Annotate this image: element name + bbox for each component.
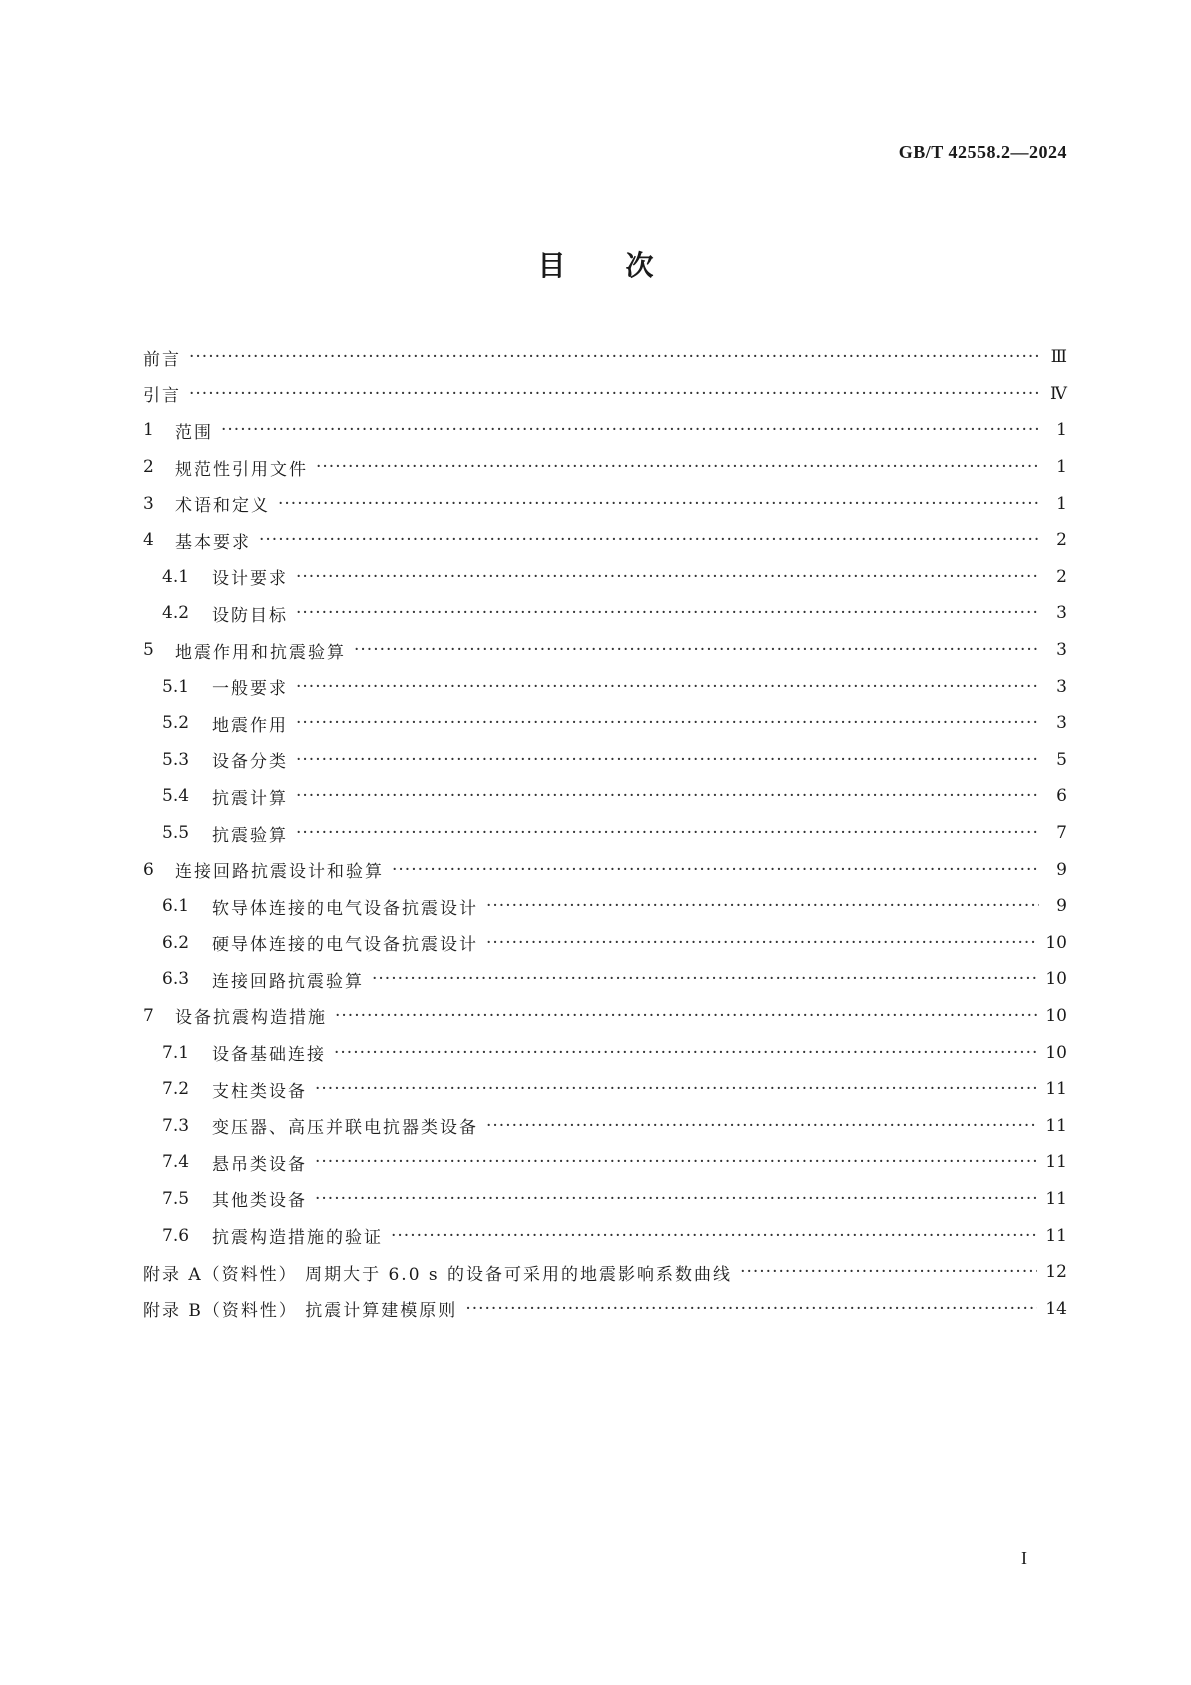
toc-entry[interactable] [143,668,1067,705]
document-code: GB/T 42558.2—2024 [898,142,1067,162]
toc-entry[interactable] [143,1144,1067,1181]
toc-entry-page: 1 [1056,457,1067,478]
toc-entry-number: 6.1 [162,896,190,917]
toc-entry-label: 设备分类 [212,752,288,773]
toc-entry-label: 设备基础连接 [212,1045,326,1066]
toc-entry-number: 4 [143,530,154,551]
toc-entry-number: 4.1 [162,566,190,587]
toc-entry-label: 前言 [143,349,181,370]
toc-entry-number: 7.4 [162,1152,190,1173]
toc-leader-dots [486,1116,1037,1136]
toc-entry[interactable] [143,1071,1067,1108]
toc-entry-label: 引言 [143,386,181,407]
toc-entry-number: 6 [143,859,154,880]
toc-entry-label: 支柱类设备 [212,1081,307,1102]
toc-entry-page: 11 [1045,1152,1067,1173]
toc-entry-page: 10 [1045,1005,1067,1026]
toc-entry-label: 范围 [175,422,213,443]
toc-entry-page: 11 [1045,1225,1067,1246]
toc-leader-dots [486,896,1039,916]
toc-entry-page: 3 [1056,603,1067,624]
toc-leader-dots [391,1226,1037,1246]
toc-entry-number: 7.2 [162,1079,190,1100]
toc-entry-number: 5.1 [162,676,190,697]
toc-entry-page: 7 [1056,823,1067,844]
toc-leader-dots [316,457,1039,477]
toc-entry[interactable] [143,998,1067,1035]
toc-leader-dots [189,384,1039,404]
toc-entry[interactable] [143,851,1067,888]
toc-entry-page: 6 [1056,786,1067,807]
toc-entry[interactable] [143,778,1067,815]
toc-entry-page: 3 [1056,713,1067,734]
toc-entry[interactable] [143,376,1067,413]
toc-entry[interactable] [143,888,1067,925]
toc-leader-dots [189,347,1039,367]
toc-entry-page: 11 [1045,1188,1067,1209]
toc-entry-number: 5 [143,640,154,661]
toc-entry-page: 3 [1056,676,1067,697]
toc-entry-label: 抗震验算 [212,825,288,846]
toc-entry-label: 一般要求 [212,679,288,700]
toc-entry[interactable] [143,925,1067,962]
toc-entry-label: 设防目标 [212,605,288,626]
toc-entry-number: 6.3 [162,969,190,990]
toc-entry-label: 附录 A（资料性） 周期大于 6.0 s 的设备可采用的地震影响系数曲线 [143,1264,733,1285]
toc-entry[interactable] [143,1107,1067,1144]
toc-entry-page: 3 [1056,640,1067,661]
toc-entry-number: 2 [143,457,154,478]
toc-entry[interactable] [143,485,1067,522]
toc-entry-label: 悬吊类设备 [212,1154,307,1175]
toc-entry[interactable] [143,412,1067,449]
toc-entry-number: 5.5 [162,823,190,844]
toc-entry[interactable] [143,742,1067,779]
toc-entry-label: 连接回路抗震验算 [212,971,364,992]
toc-entry[interactable] [143,1217,1067,1254]
toc-entry-label: 设备抗震构造措施 [175,1008,327,1029]
toc-leader-dots [296,713,1039,733]
toc-entry[interactable] [143,632,1067,669]
table-of-contents [143,339,1067,1327]
toc-entry[interactable] [143,1181,1067,1218]
toc-entry-label: 附录 B（资料性） 抗震计算建模原则 [143,1301,458,1322]
toc-leader-dots [392,860,1039,880]
toc-entry-page: 10 [1045,932,1067,953]
toc-entry[interactable] [143,961,1067,998]
toc-entry-label: 地震作用 [212,715,288,736]
toc-leader-dots [372,969,1037,989]
toc-entry-page: 10 [1045,969,1067,990]
toc-leader-dots [315,1189,1037,1209]
toc-entry-label: 抗震构造措施的验证 [212,1228,383,1249]
toc-entry-label: 软导体连接的电气设备抗震设计 [212,898,478,919]
toc-leader-dots [315,1079,1037,1099]
toc-entry-label: 术语和定义 [175,496,270,517]
toc-entry-label: 抗震计算 [212,788,288,809]
toc-leader-dots [335,1006,1037,1026]
toc-leader-dots [465,1299,1037,1319]
toc-entry-page: 1 [1056,493,1067,514]
toc-entry-number: 7.5 [162,1188,190,1209]
toc-leader-dots [334,1043,1037,1063]
toc-entry-page: 11 [1045,1115,1067,1136]
toc-entry[interactable] [143,595,1067,632]
toc-entry[interactable] [143,559,1067,596]
toc-leader-dots [354,640,1039,660]
toc-leader-dots [740,1262,1037,1282]
toc-entry-number: 5.2 [162,713,190,734]
toc-entry-page: 9 [1056,859,1067,880]
toc-entry-label: 其他类设备 [212,1191,307,1212]
toc-entry[interactable] [143,339,1067,376]
toc-entry[interactable] [143,1034,1067,1071]
toc-entry-label: 设计要求 [212,569,288,590]
toc-entry-page: 1 [1056,420,1067,441]
toc-entry-number: 6.2 [162,932,190,953]
toc-entry-page: 2 [1056,530,1067,551]
toc-leader-dots [296,786,1039,806]
toc-leader-dots [296,567,1039,587]
toc-entry[interactable] [143,1254,1067,1291]
toc-entry-label: 规范性引用文件 [175,459,308,480]
toc-leader-dots [315,1152,1037,1172]
toc-entry-page: 12 [1045,1262,1067,1283]
toc-entry-label: 变压器、高压并联电抗器类设备 [212,1118,478,1139]
toc-entry-number: 5.4 [162,786,190,807]
toc-entry[interactable] [143,1290,1067,1327]
toc-entry-page: 14 [1045,1298,1067,1319]
toc-entry[interactable] [143,815,1067,852]
toc-entry-label: 地震作用和抗震验算 [175,642,346,663]
toc-leader-dots [296,750,1039,770]
toc-entry-number: 7.3 [162,1115,190,1136]
toc-entry-label: 基本要求 [175,532,251,553]
toc-entry-number: 7 [143,1005,154,1026]
toc-leader-dots [278,494,1039,514]
toc-entry-page: Ⅳ [1050,383,1067,404]
toc-leader-dots [296,677,1039,697]
toc-entry-label: 硬导体连接的电气设备抗震设计 [212,935,478,956]
toc-leader-dots [296,823,1039,843]
toc-leader-dots [259,530,1039,550]
toc-entry-number: 7.6 [162,1225,190,1246]
toc-entry-page: 9 [1056,896,1067,917]
page-title: 目次 [537,249,714,282]
toc-entry-number: 4.2 [162,603,190,624]
toc-entry-number: 1 [143,420,154,441]
toc-entry[interactable] [143,449,1067,486]
toc-leader-dots [221,420,1039,440]
toc-leader-dots [296,603,1039,623]
toc-entry-number: 3 [143,493,154,514]
toc-entry-page: 11 [1045,1079,1067,1100]
toc-entry-page: 5 [1056,749,1067,770]
page-number: I [1021,1548,1027,1568]
toc-leader-dots [486,933,1037,953]
toc-entry-page: 2 [1056,566,1067,587]
toc-entry-label: 连接回路抗震设计和验算 [175,862,384,883]
toc-entry[interactable] [143,522,1067,559]
toc-entry-page: Ⅲ [1050,347,1067,368]
toc-entry-page: 10 [1045,1042,1067,1063]
toc-entry-number: 5.3 [162,749,190,770]
toc-entry[interactable] [143,705,1067,742]
toc-entry-number: 7.1 [162,1042,190,1063]
